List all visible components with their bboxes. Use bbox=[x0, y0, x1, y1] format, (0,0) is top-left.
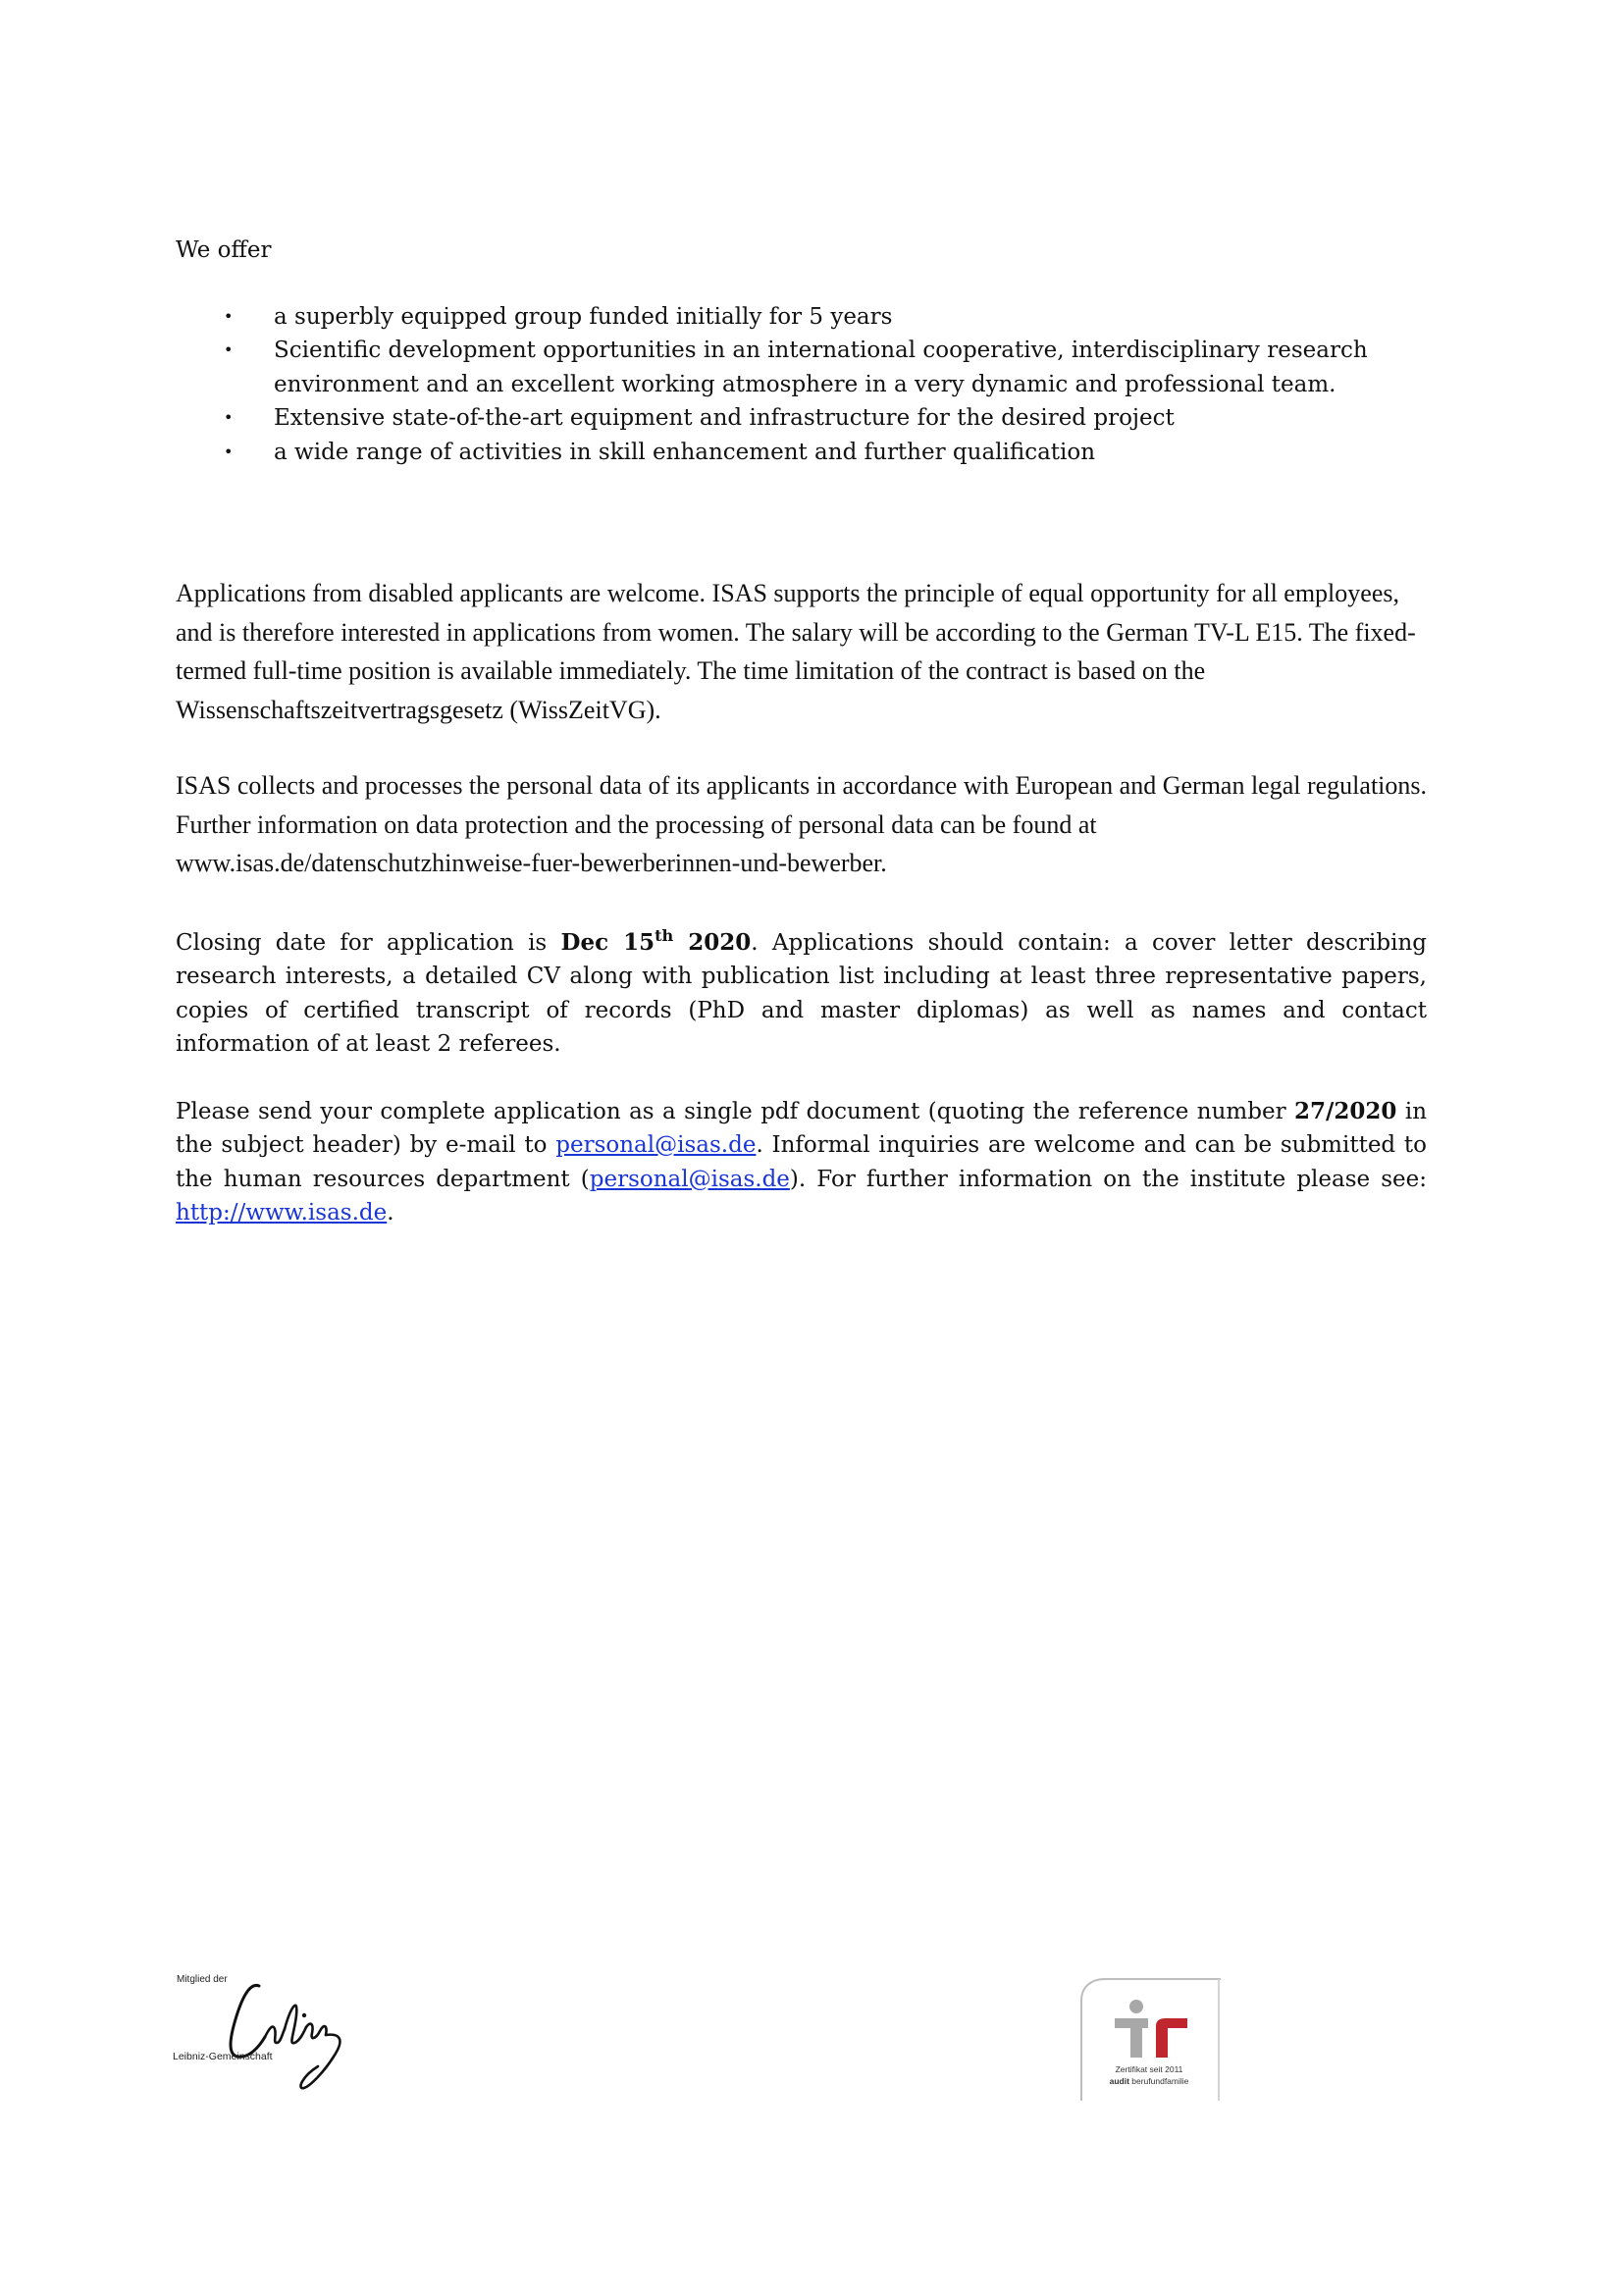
audit-berufundfamilie-logo bbox=[1077, 1975, 1221, 2101]
closing-date bbox=[560, 925, 752, 956]
equal-opportunity-paragraph: Applications from disabled applicants are welcome. ISAS supports the principle of equal opportunity for all employees, and is therefore interested in applications from women. The salary will be according to the German TV-L E15. The fixed-termed full-time position is available immediately. The time limitation of the contract is based on the Wissenschaftszeitvertragsgesetz (WissZeitVG). bbox=[176, 579, 1416, 724]
closing-date-paragraph bbox=[176, 926, 1427, 1062]
send-text-3: . Informal inquiries are welcome and can be submitted to the human resources department ( bbox=[176, 1132, 1427, 1192]
audit-brand-rest: berufundfamilie bbox=[1128, 2076, 1189, 2086]
audit-brand-bold: audit bbox=[1109, 2076, 1129, 2086]
leibniz-member-label: Mitglied der bbox=[177, 1974, 228, 1985]
email-link-personal[interactable]: personal@isas.de bbox=[555, 1132, 757, 1158]
reference-number: 27/2020 bbox=[1294, 1097, 1397, 1124]
send-text-5: . bbox=[387, 1200, 394, 1226]
leibniz-name-label: Leibniz-Gemeinschaft bbox=[173, 2051, 273, 2062]
send-text-1: Please send your complete application as a single pdf document (quoting the reference number bbox=[176, 1098, 1294, 1124]
audit-brand-line bbox=[1077, 2076, 1221, 2086]
closing-intro: Closing date for application is bbox=[176, 929, 561, 956]
offer-item: • Extensive state-of-the-art equipment and infrastructure for the desired project bbox=[176, 401, 1427, 436]
offer-item: • a superbly equipped group funded initially for 5 years bbox=[176, 300, 1427, 335]
send-text-2: in the subject header) by e-mail to bbox=[176, 1098, 1428, 1158]
closing-requirements: . Applications should contain: a cover letter describing research interests, a detailed CV along with publication list including at least three representative papers, copies of certified transcript of records (PhD and master diplomas) as well as names and contact information of at least 2 referees. bbox=[176, 929, 1427, 1057]
email-link-hr[interactable]: personal@isas.de bbox=[589, 1166, 790, 1192]
document-body bbox=[176, 234, 1427, 1230]
audit-certificate-since: Zertifikat seit 2011 bbox=[1115, 2064, 1183, 2074]
application-instructions-paragraph bbox=[176, 1095, 1427, 1230]
data-protection-paragraph: ISAS collects and processes the personal data of its applicants in accordance with European and German legal regulations. Further information on data protection and the processing of personal data can be found at www.isas.de/datenschutzhinweise-fuer-bewerberinnen-und-bewerber. bbox=[176, 771, 1428, 877]
offer-item: • a wide range of activities in skill enhancement and further qualification bbox=[176, 436, 1427, 470]
offer-list bbox=[176, 300, 1427, 470]
closing-date-day: Dec 15 bbox=[560, 928, 655, 956]
offer-item: • Scientific development opportunities in an international cooperative, interdisciplinary research environment and an excellent working atmosphere in a very dynamic and professional team. bbox=[176, 334, 1427, 401]
website-link[interactable]: http://www.isas.de bbox=[176, 1200, 388, 1226]
send-text-4: ). For further information on the institute please see: bbox=[789, 1166, 1427, 1192]
offer-heading: We offer bbox=[176, 237, 272, 263]
closing-date-year: 2020 bbox=[673, 928, 752, 956]
leibniz-logo bbox=[173, 1972, 349, 2095]
leibniz-signature-icon bbox=[202, 1978, 349, 2094]
closing-date-ordinal: th bbox=[655, 925, 674, 945]
